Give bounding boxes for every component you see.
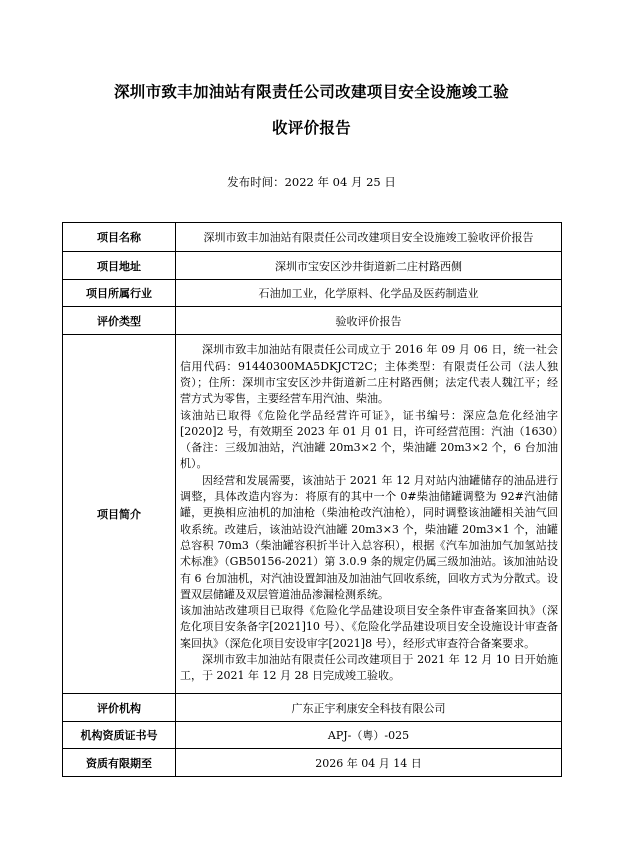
row-agency (63, 694, 562, 722)
project-name-label: 项目名称 (63, 223, 176, 252)
intro-paragraph: 因经营和发展需要，该油站于 2021 年 12 月对站内油罐储存的油品进行调整，具体改造内容为：将原有的其中一个 0#柴油储罐调整为 92#汽油储罐，更换相应油机的加油枪（柴油枪改汽油枪），同时调整该油罐相关油气回收系统。改建后，该油站设汽油罐 20m3×3 个，柴油罐 20m3×1 个，油罐总容积 70m3（柴油罐容积折半计入总容积），根据《汽车加油加气加氢站技术标准》（GB50156-2021）第 3.0.9 条的规定仍属三级加油站。该加油站设有 6 台加油机，对汽油设置卸油及加油油气回收系统，回收方式为分散式。设置双层储罐及双层管道油品渗漏检测系统。 (180, 473, 558, 601)
cert-no-label: 机构资质证书号 (63, 722, 176, 749)
row-expiry (63, 749, 562, 777)
intro-paragraph: 深圳市致丰加油站有限责任公司改建项目于 2021 年 12 月 10 日开始施工，于 2021 年 12 月 28 日完成竣工验收。 (180, 653, 558, 683)
report-title-line2: 收评价报告 (271, 119, 351, 137)
cert-no-value: APJ-（粤）-025 (176, 722, 562, 749)
industry-label: 项目所属行业 (63, 280, 176, 307)
expiry-label: 资质有限期至 (63, 749, 176, 777)
project-address-label: 项目地址 (63, 252, 176, 280)
report-title-line1: 深圳市致丰加油站有限责任公司改建项目安全设施竣工验 (113, 83, 509, 101)
row-project-address (63, 252, 562, 280)
agency-value: 广东正宇利康安全科技有限公司 (176, 694, 562, 722)
row-eval-type (63, 307, 562, 335)
report-info-table (62, 222, 562, 777)
row-industry (63, 280, 562, 307)
industry-value: 石油加工业，化学原料、化学品及医药制造业 (176, 280, 562, 307)
intro-paragraph: 该加油站改建项目已取得《危险化学品建设项目安全条件审查备案回执》（深危化项目安条备字[2021]10 号）、《危险化学品建设项目安全设施设计审查备案回执》（深危化项目安设审字[2021]8 号），经形式审查符合备案要求。 (180, 604, 558, 650)
agency-label: 评价机构 (63, 694, 176, 722)
project-address-value: 深圳市宝安区沙井街道新二庄村路西侧 (176, 252, 562, 280)
intro-paragraph: 深圳市致丰加油站有限责任公司成立于 2016 年 09 月 06 日，统一社会信用代码：91440300MA5DKJCT2C；主体类型：有限责任公司（法人独资）；住所：深圳市宝安区沙井街道新二庄村路西侧；法定代表人魏江平；经营方式为零售，主要经营车用汽油、柴油。 (180, 343, 558, 406)
intro-paragraph: 该油站已取得《危险化学品经营许可证》，证书编号：深应急危化经油字[2020]2 号，有效期至 2023 年 01 月 01 日，许可经营范围：汽油（1630）（备注：三级加油站，汽油罐 20m3×2 个，柴油罐 20m3×2 个，6 台加油机）。 (180, 408, 558, 471)
project-name-value: 深圳市致丰加油站有限责任公司改建项目安全设施竣工验收评价报告 (176, 223, 562, 252)
intro-content (176, 335, 562, 694)
row-project-name (63, 223, 562, 252)
eval-type-label: 评价类型 (63, 307, 176, 335)
intro-label: 项目简介 (63, 335, 176, 694)
eval-type-value: 验收评价报告 (176, 307, 562, 335)
expiry-value: 2026 年 04 月 14 日 (176, 749, 562, 777)
row-cert-no (63, 722, 562, 749)
publish-date: 发布时间：2022 年 04 月 25 日 (227, 175, 396, 189)
row-intro (63, 335, 562, 694)
